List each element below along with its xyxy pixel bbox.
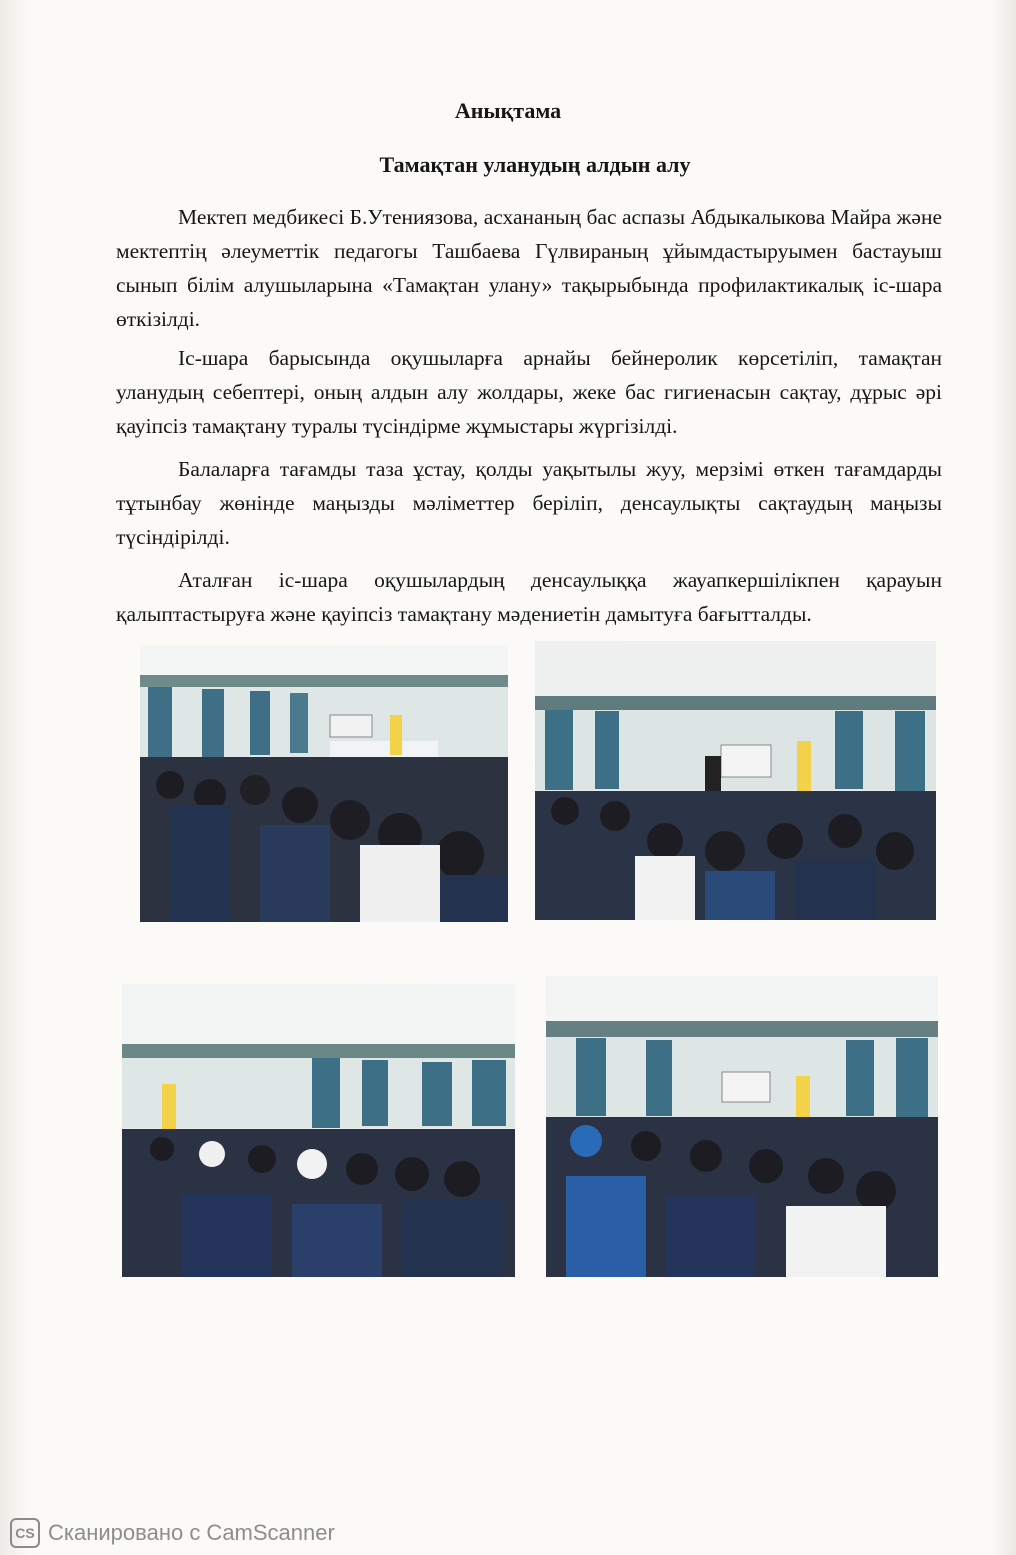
camscanner-watermark (10, 1515, 335, 1551)
paragraph-1: Мектеп медбикесі Б.Утениязова, асхананың бас аспазы Абдыкалыкова Майра және мектептің әлеуметтік педагогы Ташбаева Гүлвираның ұйымдастыруымен бастауыш сынып білім алушыларына «Тамақтан улану» тақырыбында профилактикалық іс-шара өткізілді. (116, 205, 942, 331)
event-photo-2 (535, 641, 936, 920)
event-photo-4 (546, 976, 938, 1277)
paragraph-4: Аталған іс-шара оқушылардың денсаулыққа жауапкершілікпен қарауын қалыптастыруға және қауіпсіз тамақтану мәдениетін дамытуға бағытталды. (116, 568, 942, 626)
document-subtitle: Тамақтан уланудың алдын алу (379, 152, 691, 177)
event-photo-3 (122, 984, 515, 1277)
camscanner-logo-icon: CS (10, 1518, 40, 1548)
document-title: Анықтама (454, 98, 562, 123)
event-photo-1 (140, 645, 508, 922)
watermark-text: Сканировано с CamScanner (48, 1520, 335, 1545)
paragraph-2: Іс-шара барысында оқушыларға арнайы бейнеролик көрсетіліп, тамақтан уланудың себептері, оның алдын алу жолдары, жеке бас гигиенасын сақтау, дұрыс әрі қауіпсіз тамақтану туралы түсіндірме жұмыстары жүргізілді. (116, 346, 942, 438)
paragraph-3: Балаларға тағамды таза ұстау, қолды уақытылы жуу, мерзімі өткен тағамдарды тұтынбау жөнінде маңызды мәліметтер беріліп, денсаулықты сақтаудың маңызы түсіндірілді. (116, 457, 942, 549)
